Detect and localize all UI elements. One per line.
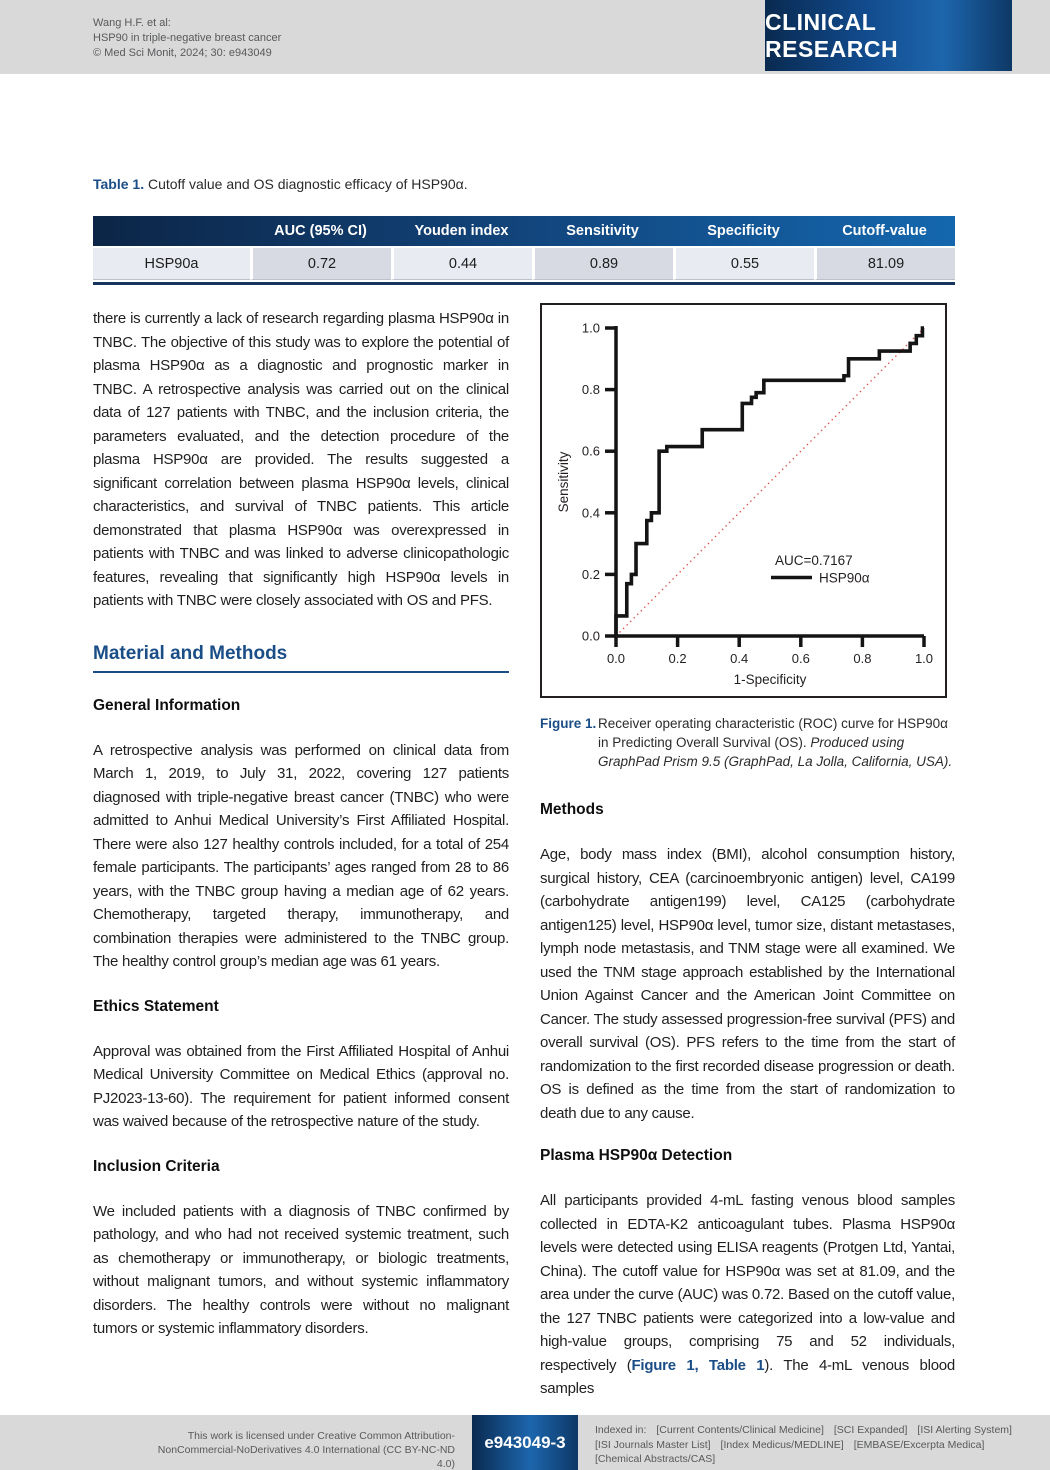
indexed-item: [EMBASE/Excerpta Medica] [853, 1438, 985, 1451]
subheading-plasma-detection: Plasma HSP90α Detection [540, 1147, 733, 1164]
table1-caption [93, 176, 468, 192]
table1-cell-youden: 0.44 [391, 246, 532, 280]
auc-annotation: AUC=0.7167 [775, 553, 853, 568]
legend-series-label: HSP90α [819, 570, 870, 586]
indexed-item: [ISI Journals Master List] [595, 1438, 711, 1451]
x-tick-label: 0.2 [668, 651, 687, 666]
indexed-in-list [595, 1423, 1023, 1467]
header-copyright: © Med Sci Monit, 2024; 30: e943049 [93, 47, 272, 59]
table1-col-header-auc: AUC (95% CI) [274, 223, 367, 239]
plasma-text-before: All participants provided 4-mL fasting venous blood samples collected in EDTA-K2 anticoagulant tubes. Plasma HSP90α levels were detected using ELISA reagents (Protgen Ltd, Yantai, China). The cutoff value for HSP90α was set at 81.09, and the area under the curve (AUC) was 0.72. Based on the cutoff value, the 127 TNBC patients were categorized into a low-value and high-value groups, comprising 75 and 52 individuals, respectively ( [540, 1192, 955, 1374]
table1-bottom-rule [93, 282, 955, 285]
plasma-text-after: ). The 4-mL venous blood samples [540, 1356, 955, 1397]
indexed-item: [Chemical Abstracts/CAS] [595, 1453, 716, 1465]
x-tick-label: 1.0 [914, 651, 934, 666]
section-heading-material-methods: Material and Methods [93, 643, 509, 673]
table1-col-header-specificity: Specificity [707, 223, 780, 239]
page-number-badge: e943049-3 [472, 1415, 578, 1470]
y-tick-label: 0.8 [581, 382, 600, 398]
general-information-paragraph: A retrospective analysis was performed on clinical data from March 1, 2019, to July 31, 2022, covering 127 patients diagnosed with triple-negative breast cancer (TNBC) who were admitted to Anhui Medical University’s First Affiliated Hospital. There were also 127 healthy controls included, for a total of 254 female participants. The participants’ ages ranged from 28 to 86 years, with the TNBC group having a median age of 62 years. Chemotherapy, targeted therapy, immunotherapy, and combination therapies were administered to the TNBC group. The healthy control group’s median age was 61 years. [93, 741, 509, 970]
ethics-paragraph: Approval was obtained from the First Affiliated Hospital of Anhui Medical University Committee on Medical Ethics (approval no. PJ2023-13-60). The requirement for patient informed consent was waived because of the retrospective nature of the study. [93, 1042, 509, 1130]
x-tick-label: 0.4 [730, 651, 749, 666]
table1-cell-sensitivity: 0.89 [532, 246, 673, 280]
table1-col-header-sensitivity: Sensitivity [566, 223, 639, 239]
figure1-caption [540, 714, 955, 771]
figure-table-reference: Figure 1, Table 1 [631, 1356, 765, 1374]
roc-figure [540, 303, 947, 698]
y-tick-label: 1.0 [581, 320, 600, 336]
page-footer [0, 1415, 1050, 1470]
header-citation-block [93, 16, 281, 61]
clinical-research-badge: CLINICAL RESEARCH [765, 0, 1012, 71]
table1-header-row [93, 216, 955, 246]
y-tick-label: 0.0 [581, 628, 600, 644]
license-line-1: This work is licensed under Creative Common Attribution- [187, 1430, 455, 1442]
subheading-general-information: General Information [93, 696, 241, 714]
x-tick-label: 0.8 [853, 651, 872, 666]
figure1-caption-label: Figure 1. [540, 716, 597, 731]
intro-paragraph: there is currently a lack of research regarding plasma HSP90α in TNBC. The objective of this study was to explore the potential of plasma HSP90α as a diagnostic and prognostic marker in TNBC. A retrospective analysis was carried out on the clinical data of 127 patients with TNBC, and the inclusion criteria, the parameters evaluated, and the detection procedure of the plasma HSP90α are provided. The results suggested a significant correlation between plasma HSP90α levels, clinical characteristics, and survival of TNBC patients. This article demonstrated that plasma HSP90α was overexpressed in patients with TNBC and was linked to adverse clinicopathologic features, revealing that significantly high HSP90α levels in patients with TNBC were closely associated with OS and PFS. [93, 310, 509, 609]
table-row [93, 246, 955, 280]
y-tick-label: 0.2 [581, 566, 600, 582]
table1-cell-cutoff: 81.09 [814, 246, 955, 280]
y-axis-title: Sensitivity [556, 451, 571, 513]
inclusion-paragraph: We included patients with a diagnosis of TNBC confirmed by pathology, and who had not received systemic treatment, such as chemotherapy or immunotherapy, or biologic treatments, without malignant tumors, and without systemic inflammatory disorders. The healthy controls were without no malignant tumors or systemic inflammatory disorders. [93, 1202, 509, 1337]
indexed-item: [ISI Alerting System] [917, 1424, 1012, 1436]
header-short-title: HSP90 in triple-negative breast cancer [93, 32, 282, 44]
x-tick-label: 0.6 [791, 651, 810, 666]
header-authors: Wang H.F. et al: [93, 17, 171, 29]
left-column [93, 307, 509, 1341]
license-line-2: NonCommercial-NoDerivatives 4.0 International (CC BY-NC-ND 4.0) [157, 1444, 455, 1470]
table1-col-header-youden: Youden index [414, 223, 509, 239]
figure1-caption-text [598, 714, 955, 771]
plasma-detection-paragraph [540, 1189, 955, 1401]
indexed-in-label: Indexed in: [595, 1424, 647, 1436]
y-tick-label: 0.4 [581, 505, 600, 521]
diagonal-reference-line [616, 328, 924, 636]
subheading-inclusion-criteria: Inclusion Criteria [93, 1157, 220, 1175]
indexed-item: [Current Contents/Clinical Medicine] [656, 1424, 824, 1436]
x-axis-title: 1-Specificity [733, 672, 807, 687]
subheading-methods: Methods [540, 801, 604, 818]
table1-col-header-empty [93, 216, 250, 246]
roc-chart-svg [542, 305, 945, 696]
page-header [0, 0, 1050, 74]
table1-cell-specificity: 0.55 [673, 246, 814, 280]
table1-cell-auc: 0.72 [250, 246, 391, 280]
table1-col-header-cutoff: Cutoff-value [842, 223, 927, 239]
y-tick-label: 0.6 [581, 443, 600, 459]
license-text [140, 1429, 455, 1470]
indexed-item: [SCI Expanded] [833, 1424, 908, 1436]
table1 [93, 216, 955, 280]
methods-paragraph: Age, body mass index (BMI), alcohol consumption history, surgical history, CEA (carcinoembryonic antigen) level, CA199 (carbohydrate antigen199) level, CA125 (carbohydrate antigen125) level, HSP90α level, tumor size, distant metastases, lymph node metastasis, and TNM stage were all examined. We used the TNM stage approach established by the International Union Against Cancer and the American Joint Committee on Cancer. The study assessed progression-free survival (PFS) and overall survival (OS). PFS refers to the time from the start of randomization to the first recorded disease progression or death. OS is defined as the time from the start of randomization to death due to any cause. [540, 846, 955, 1122]
table1-caption-label: Table 1. [93, 176, 145, 192]
indexed-item: [Index Medicus/MEDLINE] [720, 1438, 844, 1451]
subheading-ethics-statement: Ethics Statement [93, 997, 219, 1015]
figure1-caption-body: Receiver operating characteristic (ROC) curve for HSP90α in Predicting Overall Survival (OS). [598, 716, 948, 750]
figure1-caption-credit: Produced using GraphPad Prism 9.5 (GraphPad, La Jolla, California, USA). [598, 735, 953, 769]
right-column [540, 303, 955, 1401]
table1-row-label: HSP90a [93, 246, 250, 280]
x-tick-label: 0.0 [606, 651, 626, 666]
table1-caption-text: Cutoff value and OS diagnostic efficacy of HSP90α. [144, 176, 468, 192]
